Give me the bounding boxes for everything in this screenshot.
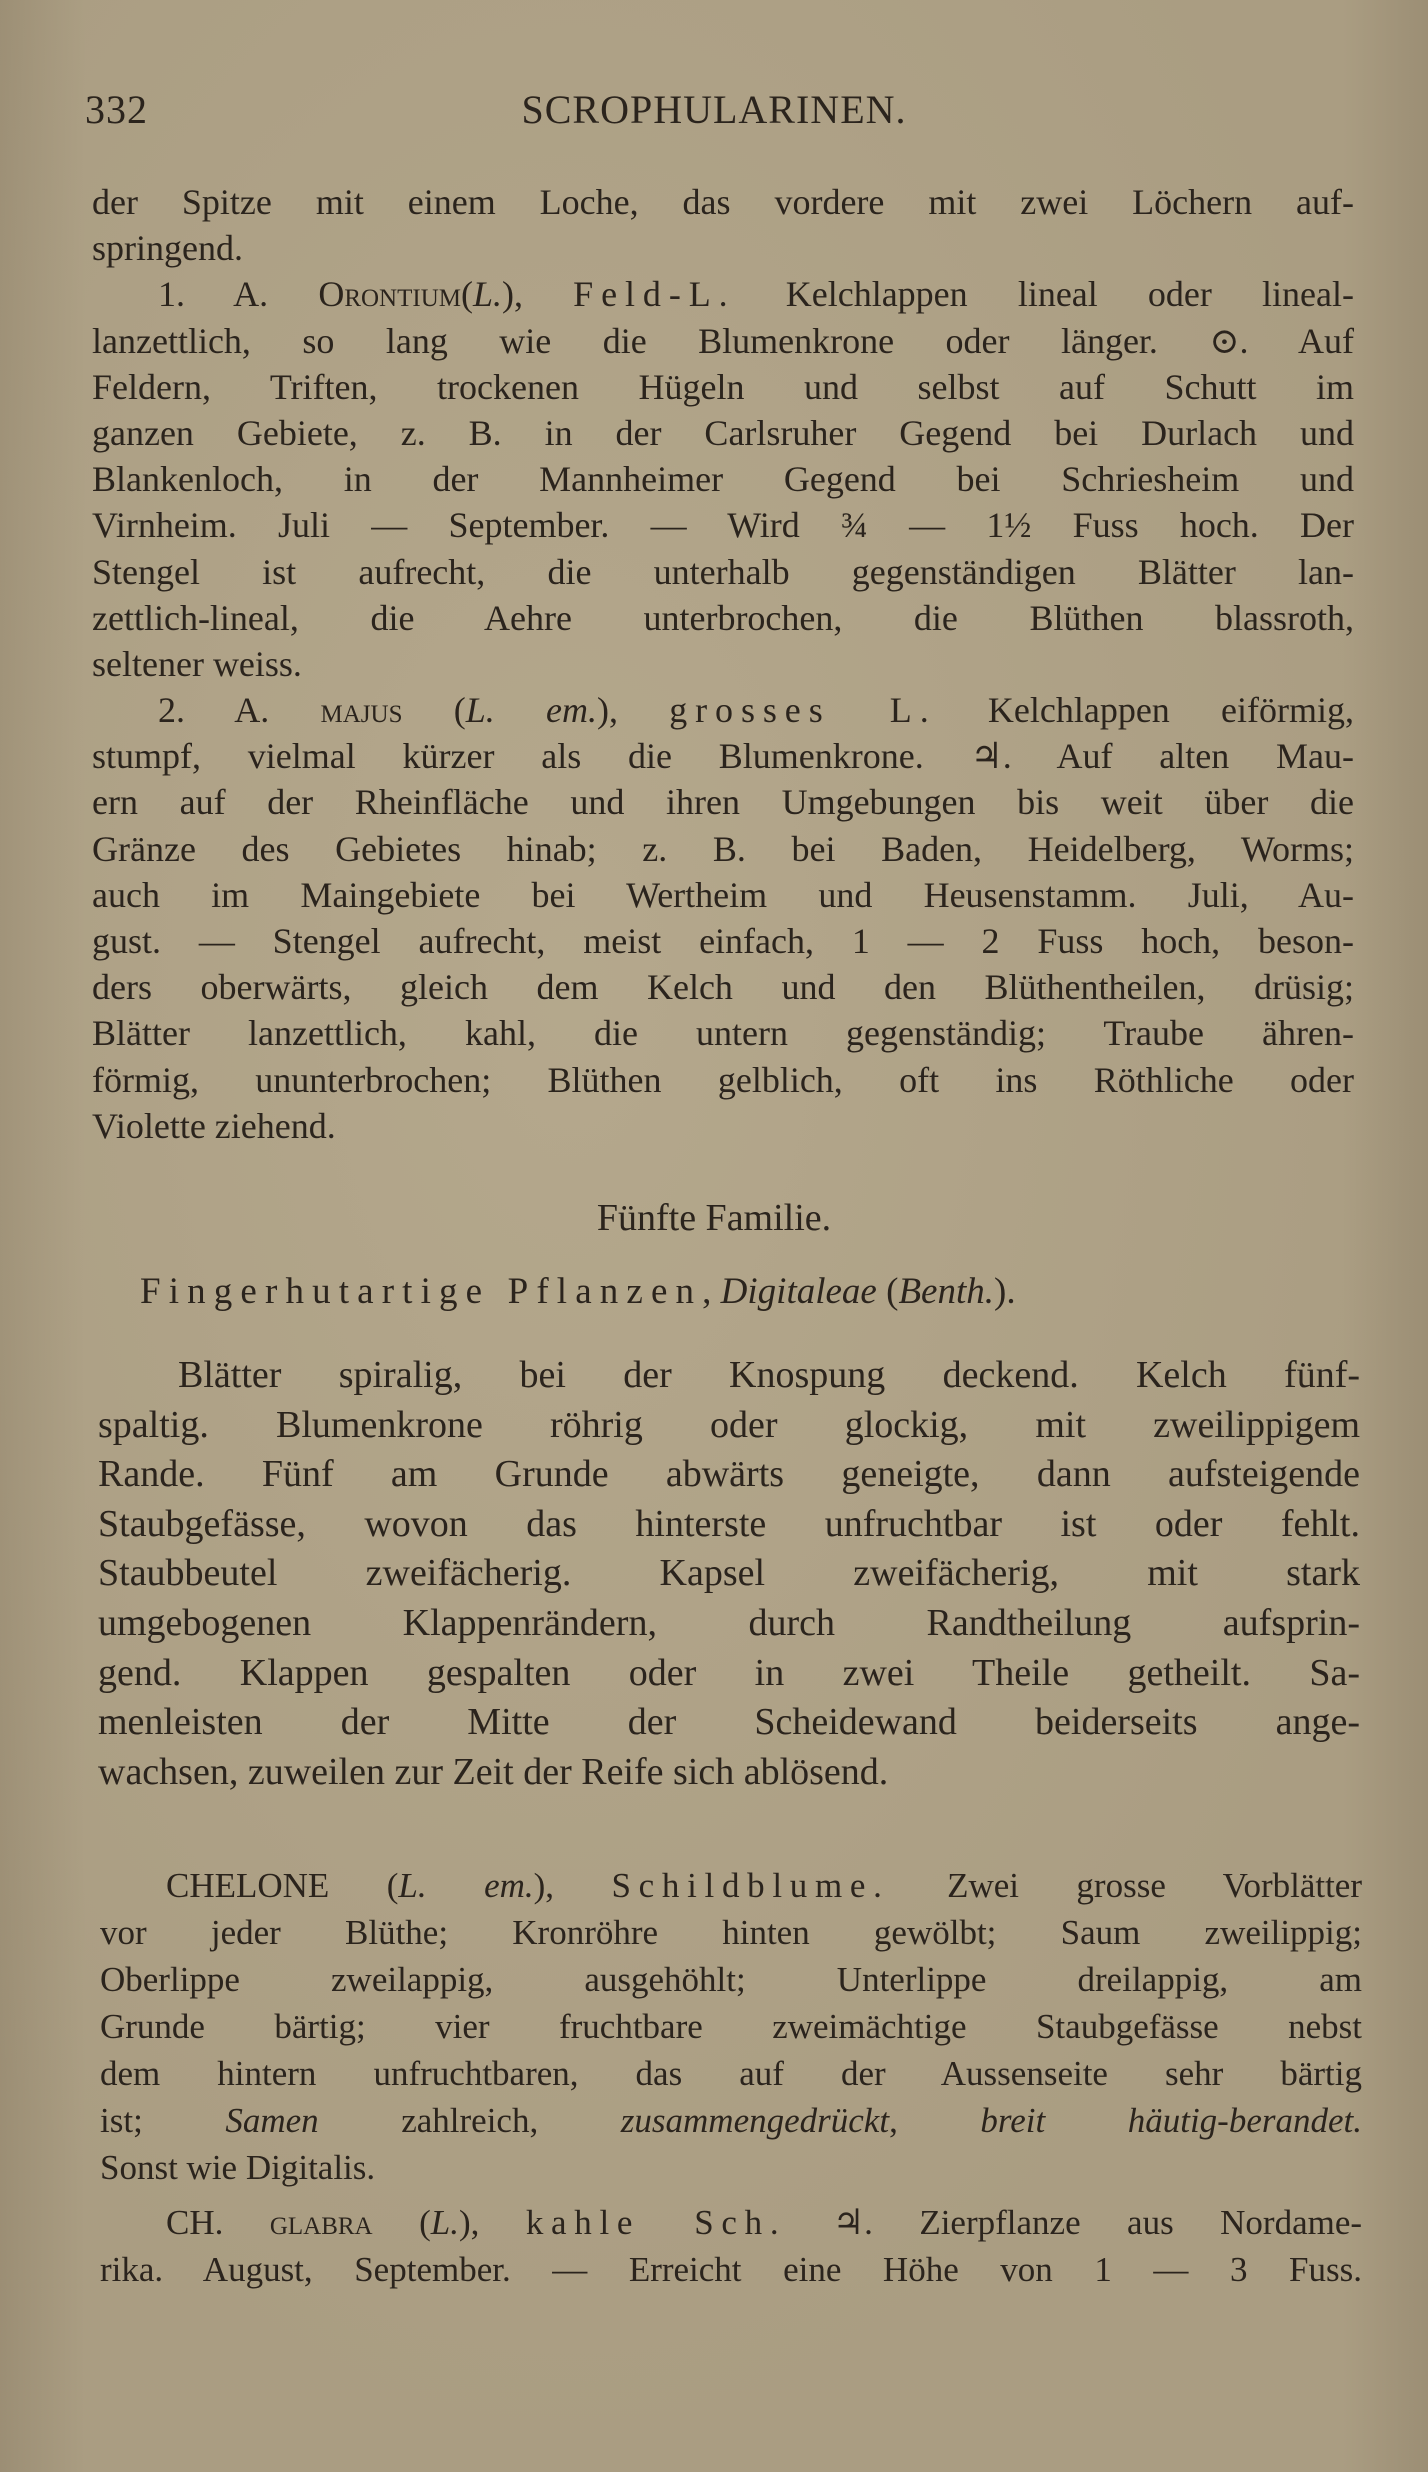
text-segment: ( [402,690,466,731]
text-segment: L. [430,2203,459,2242]
text-segment: stumpf, vielmal kürzer als die Blumenkrone. ♃. Auf alten Mau- [92,736,1354,777]
text-segment: , [702,1271,721,1312]
text-line [98,1500,1360,1550]
text-segment: förmig, ununterbrochen; Blüthen gelblich, oft ins Röthliche oder [92,1059,1354,1100]
text-line [92,318,1354,364]
text-segment: Virnheim. Juli — September. — Wird ¾ — 1½ Fuss hoch. Der [92,505,1354,546]
text-segment: Violette ziehend. [92,1105,336,1146]
text-segment: Sonst wie Digitalis. [100,2148,376,2187]
text-line [100,1862,1362,1909]
text-line [100,2097,1362,2144]
family-heading [0,1192,1428,1244]
text-segment: lanzettlich, so lang wie die Blumenkrone oder länger. ⊙. Auf [92,320,1354,361]
text-segment: ist; [100,2101,226,2140]
antirrhinum-species-text [92,179,1354,1149]
text-segment: vor jeder Blüthe; Kronröhre hinten gewölbt; Saum zweilippig; [100,1913,1362,1952]
text-line [100,2199,1362,2246]
text-segment: gust. — Stengel aufrecht, meist einfach, 1 — 2 Fuss hoch, beson- [92,921,1354,961]
text-segment: L. em. [465,690,597,731]
text-segment: ), [533,1866,612,1905]
text-segment: gend. Klappen gespalten oder in zwei Theile getheilt. Sa- [98,1651,1360,1694]
text-line [92,733,1354,779]
text-line [92,641,1354,687]
text-segment: Stengel ist aufrecht, die unterhalb gegenständigen Blätter lan- [92,551,1354,592]
text-segment: ), [458,2203,526,2242]
text-segment: Fünfte Familie. [596,1197,832,1239]
text-segment: Oberlippe zweilappig, ausgehöhlt; Unterlippe dreilappig, am [100,1960,1362,1999]
text-segment: ), [502,274,574,315]
chelone-genus-text [100,1862,1362,2191]
text-line [92,271,1354,317]
text-segment: ders oberwärts, gleich dem Kelch und den Blüthentheilen, drüsig; [92,967,1354,1008]
family-subheading [92,1266,1354,1318]
text-segment: Kelchlappen eiförmig, [936,690,1354,731]
text-segment: 2. A. [158,690,321,731]
text-segment: Fingerhutartige Pflanzen [140,1271,703,1312]
text-line [92,456,1354,502]
text-line [92,1266,1354,1318]
text-segment: L. em. [398,1866,534,1905]
text-segment: 1. A. [158,274,319,315]
text-line [100,1909,1362,1956]
text-line [100,1956,1362,2003]
text-line [98,1450,1360,1500]
text-segment: Blankenloch, in der Mannheimer Gegend bei Schriesheim und [92,459,1354,500]
text-segment: grosses L. [669,690,937,731]
text-segment: ganzen Gebiete, z. B. in der Carlsruher Gegend bei Durlach und [92,412,1354,453]
text-segment: ern auf der Rheinfläche und ihren Umgebungen bis weit über die [92,782,1354,823]
text-line [92,179,1354,225]
text-segment: Feldern, Triften, trockenen Hügeln und selbst auf Schutt im [92,366,1354,407]
text-segment: spaltig. Blumenkrone röhrig oder glockig, mit zweilippigem [98,1403,1360,1446]
text-segment: majus [320,690,403,731]
text-segment: Staubgefässe, wovon das hinterste unfruchtbar ist oder fehlt. [98,1502,1360,1545]
text-segment: Rande. Fünf am Grunde abwärts geneigte, dann aufsteigende [98,1453,1360,1496]
text-segment: Orontium [318,274,461,315]
text-line [100,2246,1362,2293]
text-segment: L. [473,274,503,315]
text-line [92,1010,1354,1056]
text-segment: CHELONE ( [166,1866,399,1905]
text-segment: breit häutig-berandet. [980,2101,1363,2140]
text-line [92,826,1354,872]
family-description [98,1351,1360,1797]
text-line [92,1057,1354,1103]
text-segment: Grunde bärtig; vier fruchtbare zweimächtige Staubgefässe nebst [100,2007,1362,2046]
text-line [98,1599,1360,1649]
text-line [92,595,1354,641]
text-segment: Digitaleae [720,1271,877,1312]
text-line [92,549,1354,595]
text-line [92,225,1354,271]
text-segment: menleisten der Mitte der Scheidewand beiderseits ange- [98,1701,1360,1744]
text-line [100,2003,1362,2050]
text-segment: kahle Sch. [525,2203,787,2242]
text-line [92,1103,1354,1149]
text-segment: zusammengedrückt [620,2101,890,2140]
text-line [98,1351,1360,1401]
text-segment: umgebogenen Klappenrändern, durch Randtheilung aufsprin- [98,1601,1360,1644]
text-segment: , [889,2101,981,2140]
text-segment: zettlich-lineal, die Aehre unterbrochen, die Blüthen blassroth, [92,597,1354,638]
text-segment: Gränze des Gebietes hinab; z. B. bei Baden, Heidelberg, Worms; [92,828,1354,869]
text-line [92,779,1354,825]
text-segment: ( [461,274,473,315]
text-segment: Schildblume. [611,1866,890,1905]
text-line [92,918,1354,964]
text-line [92,964,1354,1010]
page-number: 332 [85,87,148,132]
text-segment: seltener weiss. [92,643,302,684]
text-segment: wachsen, zuweilen zur Zeit der Reife sich ablösend. [98,1750,889,1793]
text-segment: Staubbeutel zweifächerig. Kapsel zweifächerig, mit stark [98,1552,1360,1595]
text-line [92,364,1354,410]
text-line [92,410,1354,456]
text-line [98,1401,1360,1451]
text-line [98,1549,1360,1599]
text-segment: ( [372,2203,431,2242]
text-segment: ). [994,1271,1016,1312]
text-line [92,687,1354,733]
text-segment: auch im Maingebiete bei Wertheim und Heusenstamm. Juli, Au- [92,874,1354,915]
text-segment: Zwei grosse Vorblätter [889,1866,1362,1905]
text-line [98,1698,1360,1748]
text-segment: Blätter spiralig, bei der Knospung deckend. Kelch fünf- [178,1354,1360,1396]
text-segment: CH. [166,2203,270,2242]
text-segment: Benth. [898,1271,994,1312]
chelone-glabra-text [100,2199,1362,2293]
text-line [100,2144,1362,2191]
text-segment: ( [876,1271,899,1312]
text-segment: springend. [92,228,243,269]
text-line [100,2050,1362,2097]
text-line [92,872,1354,918]
text-segment: Samen [225,2101,319,2140]
text-segment: ), [596,690,670,731]
text-segment: dem hintern unfruchtbaren, das auf der Aussenseite sehr bärtig [100,2054,1362,2093]
text-segment: der Spitze mit einem Loche, das vordere mit zwei Löchern auf- [92,182,1354,222]
text-line [0,1192,1428,1244]
text-segment: Blätter lanzettlich, kahl, die untern gegenständig; Traube ähren- [92,1013,1354,1054]
text-line [98,1649,1360,1699]
text-segment: Feld-L. [573,274,736,315]
text-segment: rika. August, September. — Erreicht eine Höhe von 1 — 3 Fuss. [100,2250,1362,2289]
text-segment: glabra [269,2203,373,2242]
running-title: SCROPHULARINEN. [521,87,907,132]
text-segment: ♃. Zierpflanze aus Nordame- [786,2203,1363,2242]
text-segment: Kelchlappen lineal oder lineal- [735,274,1354,315]
text-segment: zahlreich, [318,2101,621,2140]
text-line [98,1748,1360,1798]
text-line [92,502,1354,548]
